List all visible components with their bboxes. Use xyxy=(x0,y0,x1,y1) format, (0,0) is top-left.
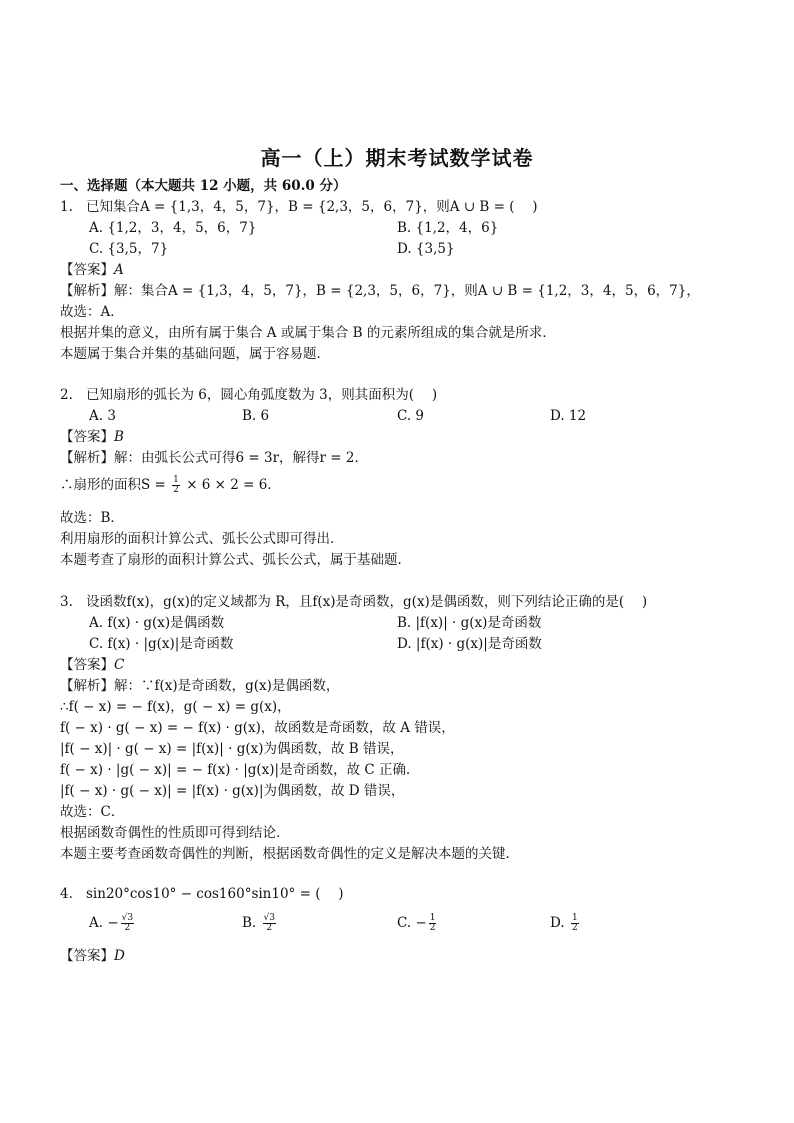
q3-step-5: |f( − x) · g( − x)| = |f(x) · g(x)|为偶函数，故 D 错误， xyxy=(60,783,405,799)
q3-step-2: f( − x) · g( − x) = − f(x) · g(x)，故函数是奇函数，故 A 错误， xyxy=(60,720,455,736)
q3-step-4: f( − x) · |g( − x)| = − f(x) · |g(x)|是奇函数，故 C 正确． xyxy=(60,762,420,778)
question-text: 设函数f(x)，g(x)的定义域都为 R，且f(x)是奇函数，g(x)是偶函数，则下列结论正确的是( ) xyxy=(86,594,648,610)
fraction-numerator: 1 xyxy=(571,913,578,923)
q2-area-formula xyxy=(60,476,281,495)
section-heading: 一、选择题（本大题共 12 小题，共 60.0 分） xyxy=(60,178,347,194)
option-label: D. xyxy=(550,915,565,931)
q3-explanation: 根据函数奇偶性的性质即可得到结论． xyxy=(60,825,290,841)
fraction-numerator: 1 xyxy=(429,913,436,923)
option-label: A. xyxy=(89,915,104,931)
fraction xyxy=(172,476,180,495)
q4-option-a xyxy=(89,914,136,933)
option-label: B. xyxy=(242,915,257,931)
fraction-numerator: √3 xyxy=(121,913,134,923)
q1-option-d: D. {3,5} xyxy=(397,241,455,257)
q1-option-b: B. {1,2，4，6} xyxy=(397,220,499,236)
fraction xyxy=(429,914,437,933)
fraction-numerator: √3 xyxy=(263,913,275,923)
q4-option-d xyxy=(550,914,581,933)
question-text: 已知集合A = {1,3，4，5，7}，B = {2,3，5，6，7}，则A ∪ B = ( ) xyxy=(86,199,538,215)
q3-conclusion: 故选：C． xyxy=(60,804,125,820)
q2-conclusion: 故选：B． xyxy=(60,510,124,526)
q1-option-a: A. {1,2，3，4，5，6，7} xyxy=(89,220,257,236)
q3-option-c: C. f(x) · |g(x)|是奇函数 xyxy=(89,636,234,652)
answer-value: A xyxy=(114,262,124,278)
question-1-stem xyxy=(60,198,538,216)
analysis-tag: 【解析】 xyxy=(60,283,114,299)
q3-step-3: |f( − x)| · g( − x) = |f(x)| · g(x)为偶函数，故 B 错误， xyxy=(60,741,404,757)
question-number: 1. xyxy=(60,199,73,215)
answer-value: B xyxy=(114,429,124,445)
question-2-stem xyxy=(60,386,437,404)
q4-option-c xyxy=(397,914,438,933)
q3-comment: 本题主要考查函数奇偶性的判断，根据函数奇偶性的定义是解决本题的关键． xyxy=(60,846,519,862)
area-prefix: ∴扇形的面积S = xyxy=(60,477,166,493)
q1-comment: 本题属于集合并集的基础问题，属于容易题． xyxy=(60,346,330,362)
q2-option-d: D. 12 xyxy=(550,408,587,424)
q1-conclusion: 故选：A． xyxy=(60,304,124,320)
fraction-denominator: 2 xyxy=(266,923,273,933)
fraction xyxy=(571,914,579,933)
answer-value: C xyxy=(114,657,125,673)
fraction xyxy=(121,914,134,933)
option-label: C. xyxy=(397,915,412,931)
answer-tag: 【答案】 xyxy=(60,948,114,964)
question-number: 3. xyxy=(60,594,73,610)
question-text: 已知扇形的弧长为 6，圆心角弧度数为 3，则其面积为( ) xyxy=(86,387,438,403)
q1-option-c: C. {3,5，7} xyxy=(89,241,169,257)
q1-answer xyxy=(60,261,124,279)
question-4-stem xyxy=(60,885,344,903)
question-number: 4. xyxy=(60,886,73,902)
q2-explanation: 利用扇形的面积计算公式、弧长公式即可得出． xyxy=(60,531,344,547)
q2-option-c: C. 9 xyxy=(397,408,425,424)
q2-comment: 本题考查了扇形的面积计算公式、弧长公式，属于基础题． xyxy=(60,552,411,568)
q3-option-d: D. |f(x) · g(x)|是奇函数 xyxy=(397,636,542,652)
fraction-denominator: 2 xyxy=(429,923,436,933)
q4-answer xyxy=(60,947,125,965)
q3-answer xyxy=(60,656,124,674)
fraction-denominator: 2 xyxy=(173,485,179,495)
page-title: 高一（上）期末考试数学试卷 xyxy=(260,146,534,170)
analysis-tag: 【解析】 xyxy=(60,678,114,694)
question-3-stem xyxy=(60,593,647,611)
answer-value: D xyxy=(114,948,125,964)
analysis-text: 解：集合A = {1,3，4，5，7}，B = {2,3，5，6，7}，则A ∪ B = {1,2，3，4，5，6，7}， xyxy=(114,283,700,299)
q1-explanation: 根据并集的意义，由所有属于集合 A 或属于集合 B 的元素所组成的集合就是所求． xyxy=(60,325,556,341)
fraction-denominator: 2 xyxy=(124,923,131,933)
answer-tag: 【答案】 xyxy=(60,657,114,673)
fraction-denominator: 2 xyxy=(571,923,578,933)
q2-option-b: B. 6 xyxy=(242,408,270,424)
q1-analysis xyxy=(60,282,700,300)
q3-analysis xyxy=(60,677,339,695)
minus-sign: − xyxy=(107,915,119,931)
answer-tag: 【答案】 xyxy=(60,262,114,278)
question-number: 2. xyxy=(60,387,73,403)
question-text: sin20°cos10° − cos160°sin10° = ( ) xyxy=(86,886,344,902)
minus-sign: − xyxy=(415,915,427,931)
answer-tag: 【答案】 xyxy=(60,429,114,445)
area-suffix: × 6 × 2 = 6． xyxy=(186,477,281,493)
analysis-tag: 【解析】 xyxy=(60,450,114,466)
q4-option-b xyxy=(242,914,278,933)
fraction xyxy=(263,914,276,933)
q3-option-b: B. |f(x)| · g(x)是奇函数 xyxy=(397,615,542,631)
q3-option-a: A. f(x) · g(x)是偶函数 xyxy=(89,615,225,631)
q2-option-a: A. 3 xyxy=(89,408,116,424)
analysis-text: 解：由弧长公式可得6 = 3r，解得r = 2． xyxy=(114,450,368,466)
q2-analysis xyxy=(60,449,368,467)
analysis-text: 解：∵f(x)是奇函数，g(x)是偶函数， xyxy=(114,678,340,694)
q3-step-1: ∴f( − x) = − f(x)，g( − x) = g(x)， xyxy=(60,699,291,715)
q2-answer xyxy=(60,428,124,446)
fraction-numerator: 1 xyxy=(173,475,179,485)
